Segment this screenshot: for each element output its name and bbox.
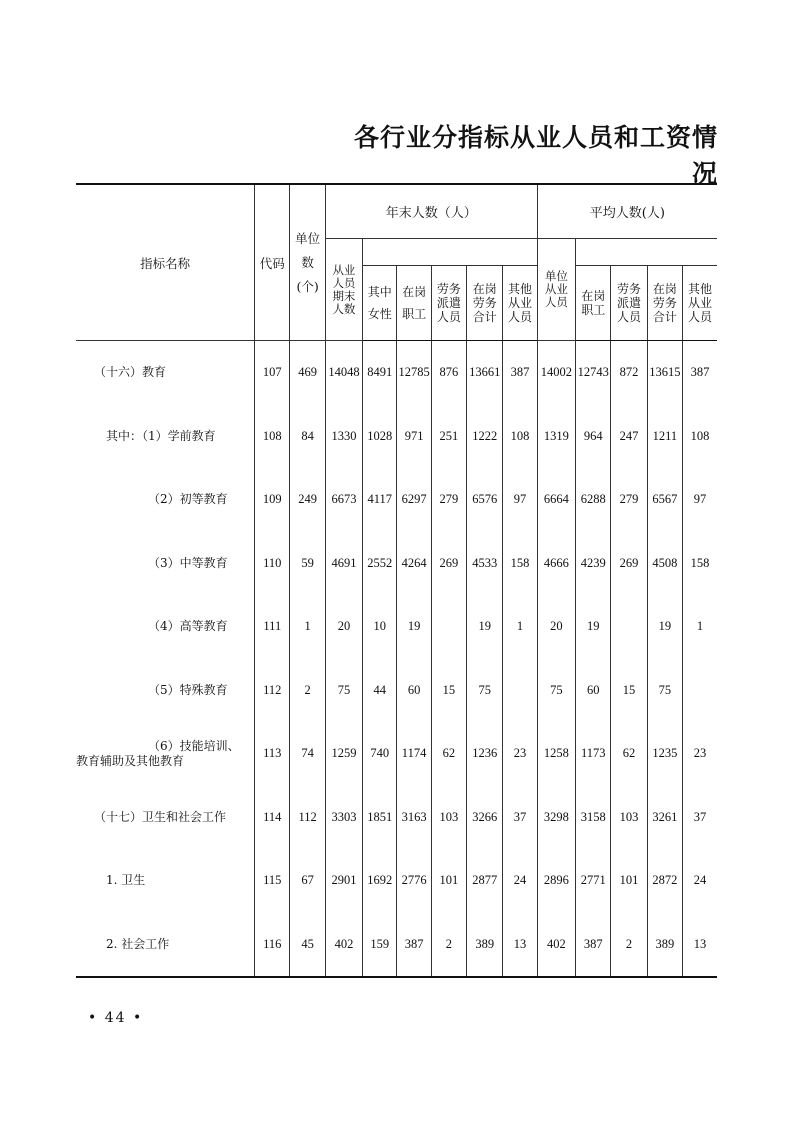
row-value: 387 [576,913,611,978]
header-line: 其他 [508,282,533,296]
header-line: 劳务 [652,296,677,310]
header-line: 女性 [367,307,392,321]
row-value: 19 [397,595,431,659]
header-avg-col-1 [576,266,611,341]
header-line: 职工 [402,307,427,321]
header-ye-col-5 [503,266,537,341]
header-line: 派遣 [617,296,642,310]
row-value: 6664 [537,468,575,532]
header-line: 人数 [332,301,356,316]
row-value: 23 [503,722,537,786]
row-value: 15 [611,659,647,723]
header-line: 从业 [544,282,568,296]
header-ye-col-4 [467,266,503,341]
row-value: 4691 [325,532,362,596]
row-units: 84 [290,405,325,469]
header-avg-col-0 [537,239,575,341]
row-units: 59 [290,532,325,596]
row-value: 2776 [397,849,431,913]
row-code: 110 [255,532,290,596]
row-value: 15 [431,659,466,723]
row-value: 3266 [467,786,503,850]
row-value: 740 [363,722,397,786]
row-value: 20 [537,595,575,659]
row-value: 19 [467,595,503,659]
row-value: 6673 [325,468,362,532]
header-units-line: (个) [296,278,319,294]
row-value: 62 [611,722,647,786]
row-name: （3）中等教育 [76,532,255,596]
header-line: 人员 [436,310,461,324]
row-value: 2 [611,913,647,978]
row-name: （十七）卫生和社会工作 [76,786,255,850]
table-row [76,786,717,850]
row-value: 269 [431,532,466,596]
header-line: 在岗 [652,282,677,296]
row-value: 3261 [647,786,682,850]
header-units-line: 数 [301,254,314,270]
row-value: 6567 [647,468,682,532]
header-line: 从业 [688,296,713,310]
table-row [76,532,717,596]
table-row [76,849,717,913]
row-value: 872 [611,341,647,405]
row-value: 108 [683,405,717,469]
row-name: 1. 卫生 [76,849,255,913]
row-value: 1173 [576,722,611,786]
statistics-table [76,183,717,978]
row-value: 37 [503,786,537,850]
header-line: 期末 [332,288,356,303]
row-value: 14002 [537,341,575,405]
row-value: 279 [611,468,647,532]
row-value: 4117 [363,468,397,532]
header-year-end-group: 年末人数（人） [325,184,537,239]
row-value: 1236 [467,722,503,786]
row-name: （4）高等教育 [76,595,255,659]
header-line: 职工 [581,303,606,317]
row-value: 6576 [467,468,503,532]
row-value: 4508 [647,532,682,596]
row-value: 103 [611,786,647,850]
row-value: 2872 [647,849,682,913]
header-line: 在岗 [581,289,606,303]
row-value: 389 [467,913,503,978]
row-value: 971 [397,405,431,469]
row-units: 1 [290,595,325,659]
row-units: 2 [290,659,325,723]
row-value: 3303 [325,786,362,850]
row-value: 4239 [576,532,611,596]
row-value: 387 [683,341,717,405]
header-line: 合计 [652,310,677,324]
row-name: 其中：（1）学前教育 [76,405,255,469]
table-body [76,341,717,978]
row-value: 103 [431,786,466,850]
row-value: 24 [503,849,537,913]
row-code: 107 [255,341,290,405]
row-value: 3298 [537,786,575,850]
row-value: 13 [683,913,717,978]
row-value: 1235 [647,722,682,786]
header-avg-col-3 [647,266,682,341]
row-value [431,595,466,659]
table-row [76,595,717,659]
row-value: 1259 [325,722,362,786]
header-line: 劳务 [436,282,461,296]
row-value: 37 [683,786,717,850]
row-value: 44 [363,659,397,723]
table-row [76,468,717,532]
header-code: 代码 [255,184,290,341]
header-ye-col-3 [431,266,466,341]
row-value: 2901 [325,849,362,913]
row-name: （6）技能培训、教育辅助及其他教育 [76,722,255,786]
header-units [290,184,325,341]
row-name: （5）特殊教育 [76,659,255,723]
row-units: 67 [290,849,325,913]
row-code: 113 [255,722,290,786]
header-line: 派遣 [436,296,461,310]
row-code: 109 [255,468,290,532]
row-units: 74 [290,722,325,786]
table-row [76,913,717,978]
header-avg-col-2 [611,266,647,341]
row-code: 114 [255,786,290,850]
row-value: 62 [431,722,466,786]
row-value: 97 [503,468,537,532]
row-value: 101 [431,849,466,913]
row-value: 4264 [397,532,431,596]
row-value: 1222 [467,405,503,469]
row-value: 158 [503,532,537,596]
header-line: 人员 [688,310,713,324]
row-code: 115 [255,849,290,913]
row-value: 3158 [576,786,611,850]
header-average-group: 平均人数(人) [537,184,717,239]
header-line: 人员 [544,295,568,309]
row-value: 1028 [363,405,397,469]
row-name: 2. 社会工作 [76,913,255,978]
row-code: 111 [255,595,290,659]
table-row [76,659,717,723]
row-value: 8491 [363,341,397,405]
row-value: 13 [503,913,537,978]
row-value: 1 [683,595,717,659]
header-line: 人员 [508,310,533,324]
row-name: （十六）教育 [76,341,255,405]
row-value: 20 [325,595,362,659]
row-value: 23 [683,722,717,786]
row-value: 402 [537,913,575,978]
table-row [76,722,717,786]
row-value: 19 [647,595,682,659]
row-value [503,659,537,723]
row-value: 13661 [467,341,503,405]
row-value: 159 [363,913,397,978]
row-value: 158 [683,532,717,596]
header-line: 人员 [332,275,356,290]
row-value: 1 [503,595,537,659]
row-value: 12743 [576,341,611,405]
row-value: 1851 [363,786,397,850]
row-value: 10 [363,595,397,659]
row-value: 876 [431,341,466,405]
header-ye-col-2 [397,266,431,341]
header-name: 指标名称 [76,184,255,341]
row-value: 387 [397,913,431,978]
header-ye-col-0 [325,239,362,341]
row-value: 108 [503,405,537,469]
row-value: 402 [325,913,362,978]
page-title: 各行业分指标从业人员和工资情况 [353,123,718,188]
row-value: 4533 [467,532,503,596]
header-line: 劳务 [472,296,497,310]
row-value: 3163 [397,786,431,850]
header-avg-spacer [576,239,717,266]
row-units: 45 [290,913,325,978]
row-value: 1692 [363,849,397,913]
row-value: 1258 [537,722,575,786]
row-value: 2 [431,913,466,978]
row-value: 6288 [576,468,611,532]
table-row [76,405,717,469]
row-value: 97 [683,468,717,532]
row-code: 108 [255,405,290,469]
header-units-line: 单位 [295,230,321,246]
row-value: 4666 [537,532,575,596]
row-value: 75 [467,659,503,723]
header-ye-spacer [363,239,538,266]
row-code: 112 [255,659,290,723]
row-value: 1330 [325,405,362,469]
header-line: 劳务 [617,282,642,296]
row-value: 60 [397,659,431,723]
header-avg-col-4 [683,266,717,341]
row-value: 251 [431,405,466,469]
row-value [611,595,647,659]
row-value: 75 [325,659,362,723]
row-value [683,659,717,723]
header-line: 其他 [688,282,713,296]
header-line: 单位 [544,269,568,283]
row-value: 269 [611,532,647,596]
row-value: 247 [611,405,647,469]
row-value: 19 [576,595,611,659]
header-line: 合计 [472,310,497,324]
row-units: 469 [290,341,325,405]
row-value: 101 [611,849,647,913]
page-number: • 44 • [88,1010,144,1026]
row-name: （2）初等教育 [76,468,255,532]
row-value: 75 [647,659,682,723]
row-value: 6297 [397,468,431,532]
row-value: 1319 [537,405,575,469]
header-line: 其中 [367,285,392,299]
row-value: 14048 [325,341,362,405]
row-units: 112 [290,786,325,850]
row-value: 387 [503,341,537,405]
row-value: 2552 [363,532,397,596]
row-value: 24 [683,849,717,913]
row-value: 964 [576,405,611,469]
row-value: 2896 [537,849,575,913]
row-value: 1174 [397,722,431,786]
row-value: 2877 [467,849,503,913]
row-value: 2771 [576,849,611,913]
header-ye-col-1 [363,266,397,341]
row-value: 389 [647,913,682,978]
row-value: 279 [431,468,466,532]
header-line: 在岗 [402,285,427,299]
row-value: 75 [537,659,575,723]
row-units: 249 [290,468,325,532]
header-line: 人员 [617,310,642,324]
row-value: 1211 [647,405,682,469]
row-code: 116 [255,913,290,978]
header-line: 在岗 [472,282,497,296]
row-value: 12785 [397,341,431,405]
header-line: 从业 [508,296,533,310]
table-row [76,341,717,405]
row-value: 13615 [647,341,682,405]
row-value: 60 [576,659,611,723]
header-line: 从业 [332,262,356,277]
